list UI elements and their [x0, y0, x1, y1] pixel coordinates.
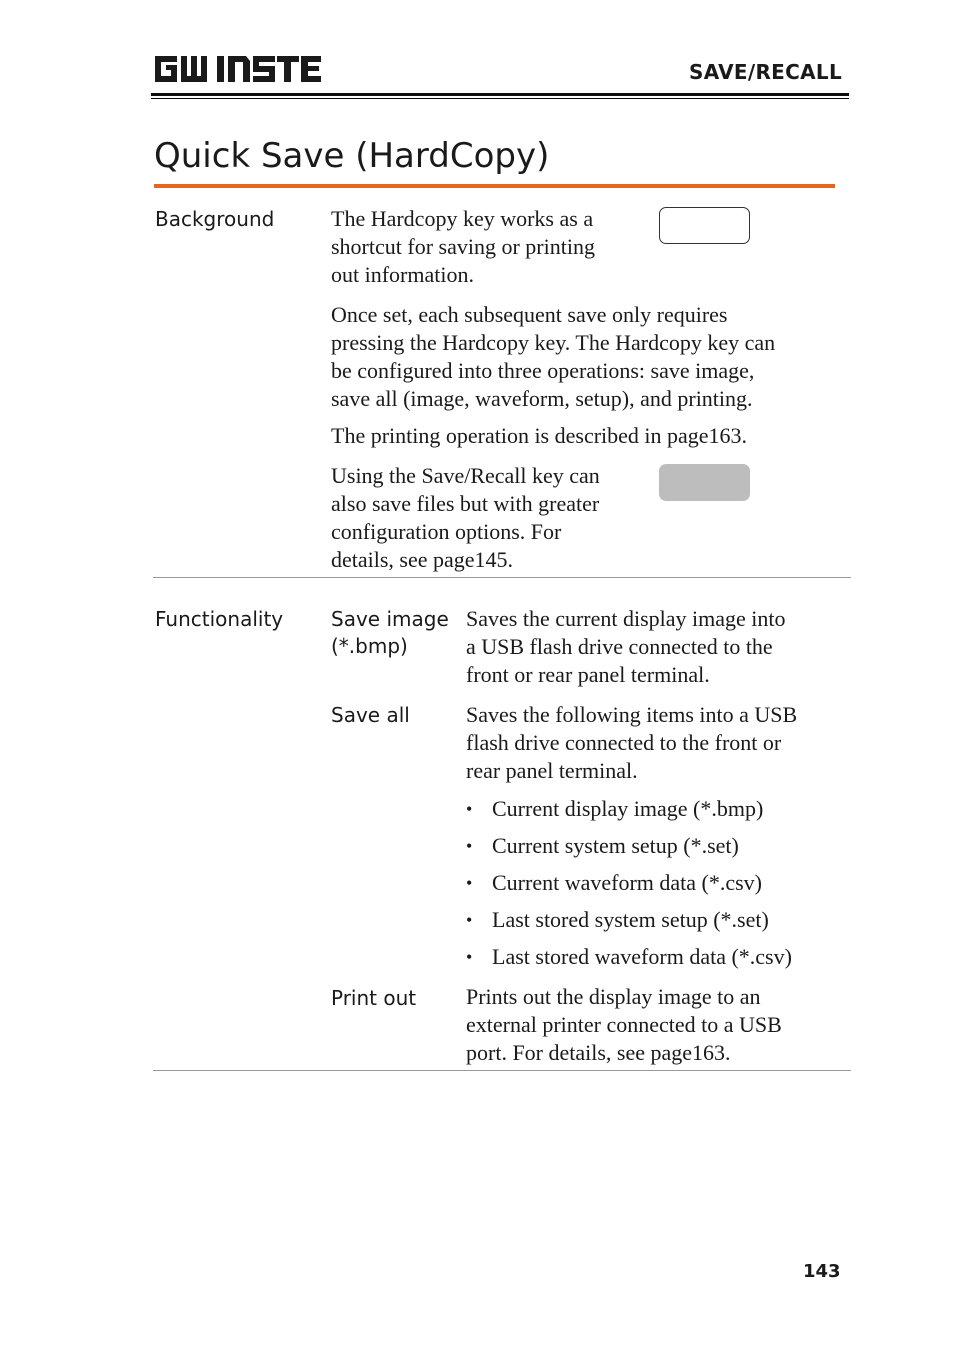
text-line: Save image — [331, 607, 449, 631]
text-line: rear panel terminal. — [466, 758, 638, 783]
text-line: configuration options. For — [331, 519, 562, 544]
text-line: save all (image, waveform, setup), and printing. — [331, 386, 753, 411]
hardcopy-key-icon — [659, 207, 750, 244]
text-line: flash drive connected to the front or — [466, 730, 782, 755]
text-line: (*.bmp) — [331, 634, 408, 658]
list-item: • Current display image (*.bmp) — [466, 795, 792, 832]
save-all-label: Save all — [331, 703, 410, 727]
functionality-label: Functionality — [155, 607, 284, 631]
save-all-description — [466, 701, 797, 785]
background-paragraph-1 — [331, 205, 595, 289]
text-line: Once set, each subsequent save only requires — [331, 302, 728, 327]
save-image-description — [466, 605, 786, 689]
section-divider — [153, 1070, 851, 1071]
text-line: external printer connected to a USB — [466, 1012, 782, 1037]
text-line: a USB flash drive connected to the — [466, 634, 773, 659]
background-paragraph-3: The printing operation is described in page163. — [331, 423, 748, 448]
text-line: Prints out the display image to an — [466, 984, 761, 1009]
text-line: Saves the following items into a USB — [466, 702, 798, 727]
text-line: Using the Save/Recall key can — [331, 463, 600, 488]
section-name: SAVE/RECALL — [689, 60, 842, 84]
background-paragraph-4 — [331, 462, 600, 574]
background-paragraph-2 — [331, 301, 775, 413]
list-item: • Last stored system setup (*.set) — [466, 906, 792, 943]
save-image-label — [331, 606, 449, 660]
title-underline — [154, 184, 835, 188]
text-line: details, see page145. — [331, 547, 514, 572]
text-line: out information. — [331, 262, 474, 287]
save-all-item-list — [466, 795, 792, 980]
save-recall-key-icon — [659, 464, 750, 501]
text-line: The Hardcopy key works as a — [331, 206, 594, 231]
text-line: front or rear panel terminal. — [466, 662, 710, 687]
background-label: Background — [155, 207, 275, 231]
header-rule-thin — [151, 98, 849, 99]
text-line: Saves the current display image into — [466, 606, 786, 631]
page-title: Quick Save (HardCopy) — [154, 136, 550, 176]
page-number: 143 — [803, 1261, 841, 1282]
text-line: port. For details, see page163. — [466, 1040, 731, 1065]
gw-instek-logo — [153, 52, 325, 86]
print-out-description — [466, 983, 782, 1067]
text-line: pressing the Hardcopy key. The Hardcopy key can — [331, 330, 776, 355]
header-rule — [151, 93, 849, 96]
list-item: • Current waveform data (*.csv) — [466, 869, 792, 906]
section-divider — [153, 577, 851, 578]
list-item: • Current system setup (*.set) — [466, 832, 792, 869]
text-line: be configured into three operations: save image, — [331, 358, 755, 383]
print-out-label: Print out — [331, 986, 417, 1010]
text-line: also save files but with greater — [331, 491, 600, 516]
list-item: • Last stored waveform data (*.csv) — [466, 943, 792, 980]
text-line: shortcut for saving or printing — [331, 234, 595, 259]
